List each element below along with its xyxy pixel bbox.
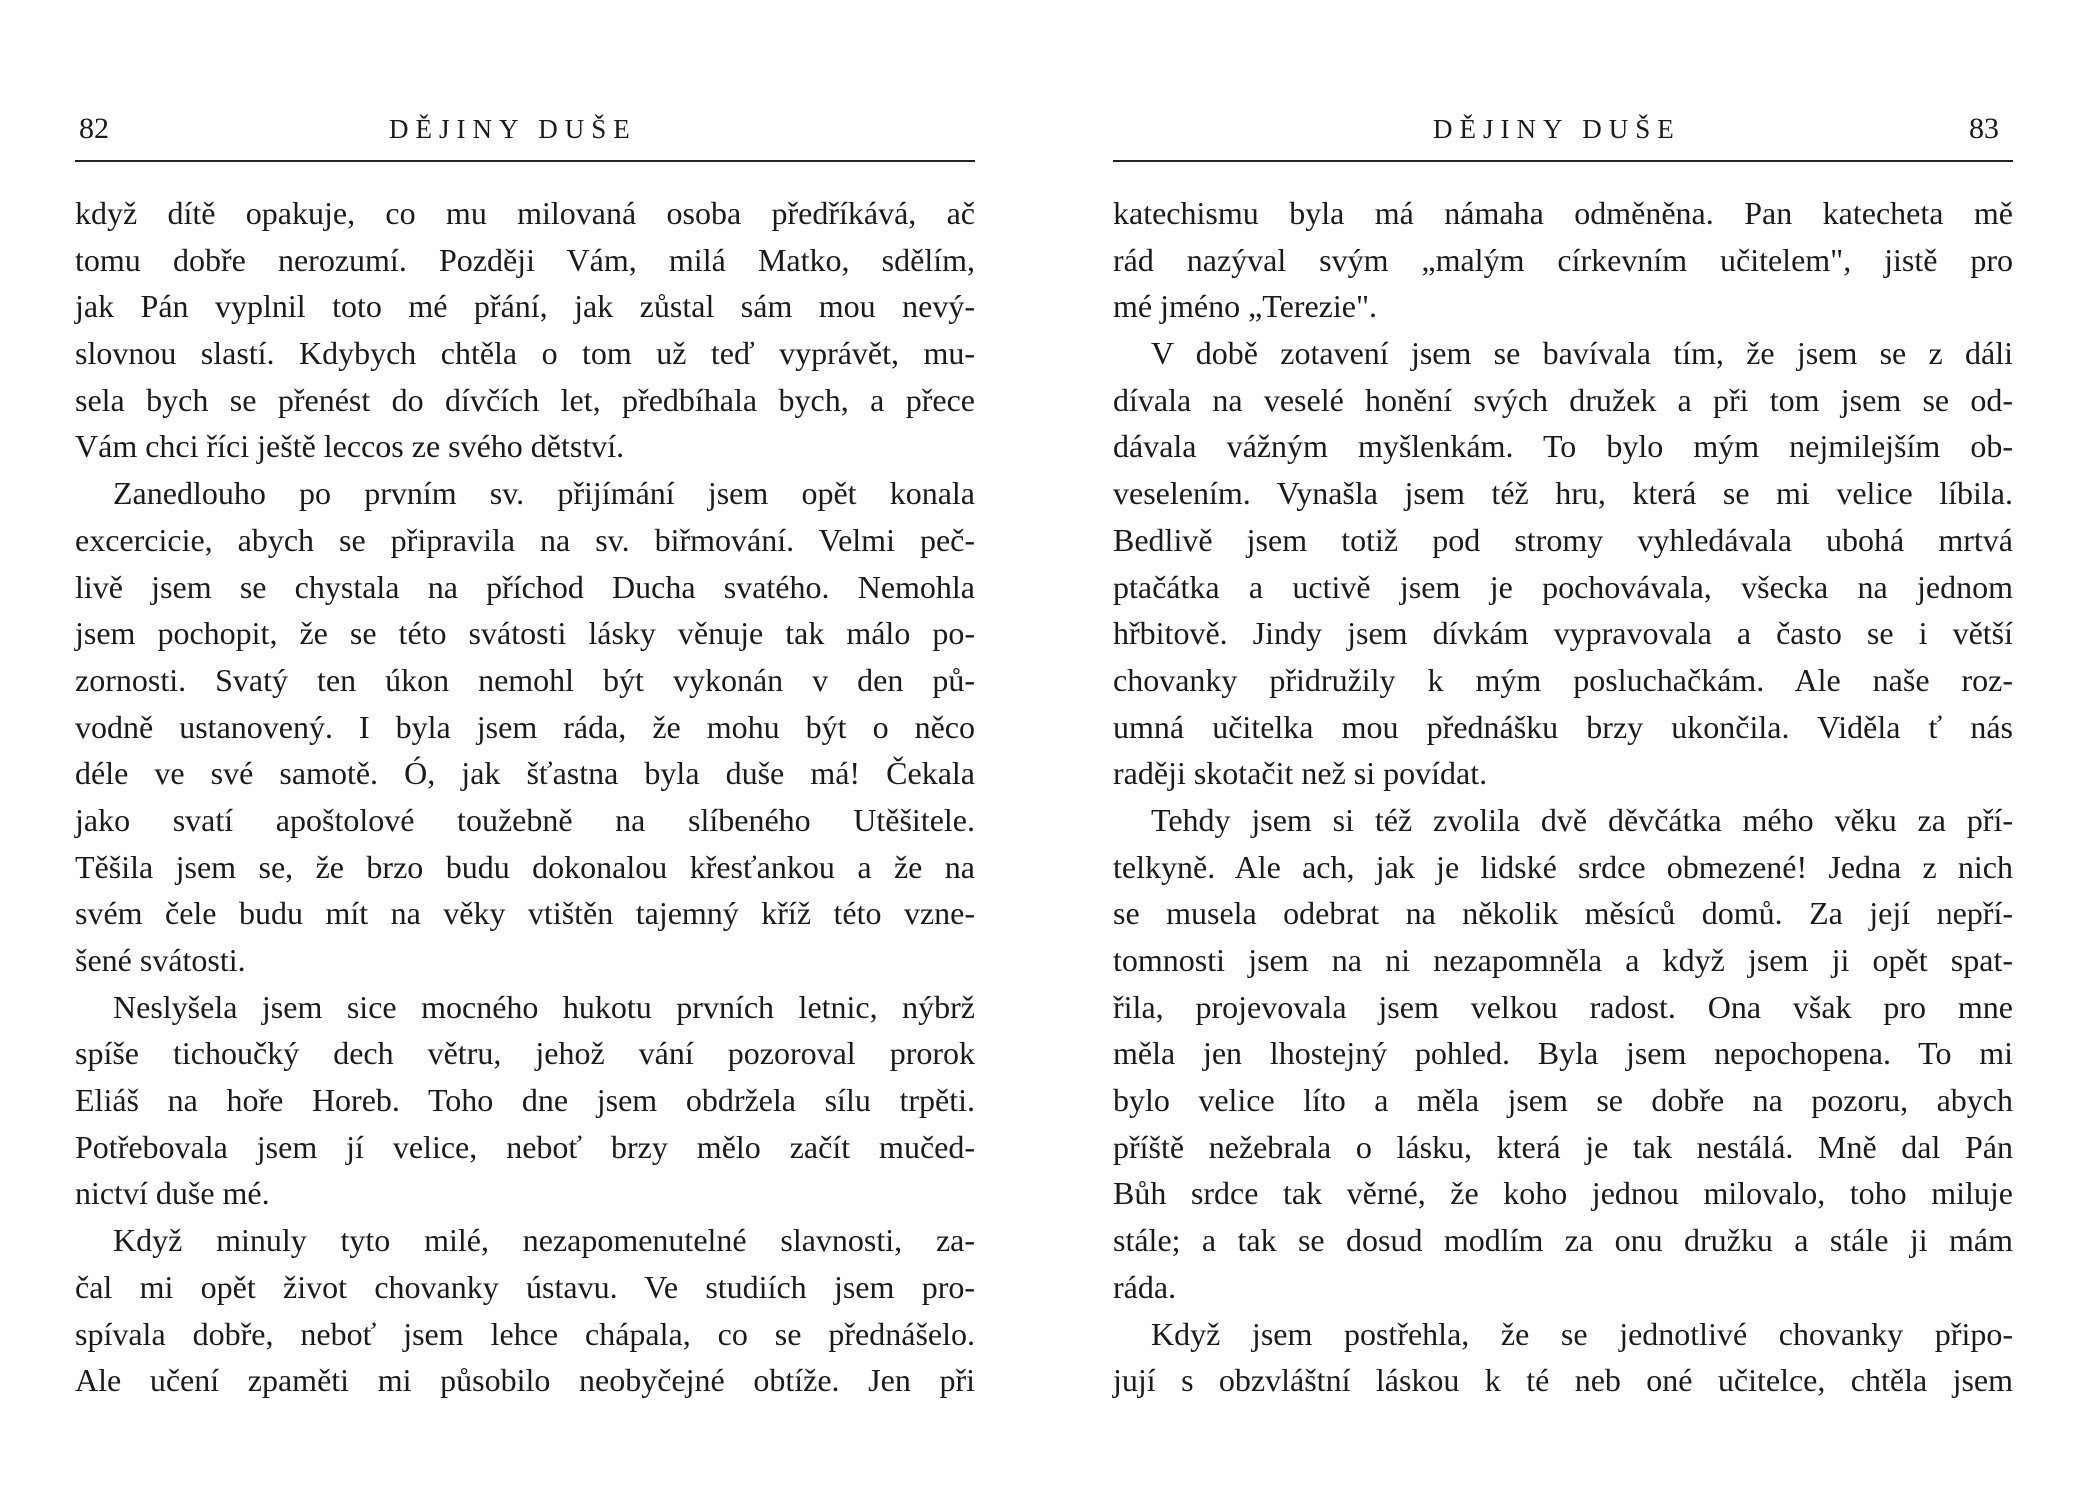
text-line: zornosti. Svatý ten úkon nemohl být vykonán v den pů- xyxy=(75,661,975,698)
text-line: raději skotačit než si povídat. xyxy=(1113,755,1488,792)
text-line: jují s obzvláštní láskou k té neb oné učitelce, chtěla jsem xyxy=(1113,1362,2013,1399)
text-line: ptačátka a uctivě jsem je pochovávala, všecka na jednom xyxy=(1113,568,2013,605)
text-line: telkyně. Ale ach, jak je lidské srdce obmezené! Jedna z nich xyxy=(1113,848,2013,885)
text-line: příště nežebrala o lásku, která je tak nestálá. Mně dal Pán xyxy=(1113,1128,2013,1165)
right-page xyxy=(1113,0,2013,1500)
text-line: katechismu byla má námaha odměněna. Pan katecheta mě xyxy=(1113,195,2013,231)
text-line: se musela odebrat na několik měsíců domů. Za její nepří- xyxy=(1113,895,2013,932)
text-line: když dítě opakuje, co mu milovaná osoba předříkává, ač xyxy=(75,195,975,231)
text-line: jako svatí apoštolové toužebně na slíbeného Utěšitele. xyxy=(75,801,975,838)
text-line: nictví duše mé. xyxy=(75,1175,270,1212)
text-line: Bedlivě jsem totiž pod stromy vyhledávala ubohá mrtvá xyxy=(1113,521,2013,558)
text-line: Ale učení zpaměti mi působilo neobyčejné obtíže. Jen při xyxy=(75,1362,975,1399)
text-line: jak Pán vyplnil toto mé přání, jak zůstal sám mou nevý- xyxy=(75,288,975,325)
text-line: V době zotavení jsem se bavívala tím, že jsem se z dáli xyxy=(1151,335,2013,372)
right-page-body xyxy=(1113,190,2013,1404)
text-line: šené svátosti. xyxy=(75,942,246,978)
text-line: rád nazýval svým „malým církevním učitelem", jistě pro xyxy=(1113,241,2013,278)
text-line: řila, projevovala jsem velkou radost. Ona však pro mne xyxy=(1113,988,2013,1025)
right-page-header xyxy=(1113,108,2013,148)
text-line: Neslyšela jsem sice mocného hukotu prvních letnic, nýbrž xyxy=(113,988,975,1025)
text-line: Když jsem postřehla, že se jednotlivé chovanky připo- xyxy=(1151,1315,2013,1352)
text-line: livě jsem se chystala na příchod Ducha svatého. Nemohla xyxy=(75,568,975,605)
text-line: Když minuly tyto milé, nezapomenutelné slavnosti, za- xyxy=(113,1222,975,1259)
text-line: tomnosti jsem na ni nezapomněla a když jsem ji opět spat- xyxy=(1113,942,2013,978)
text-line: veselením. Vynašla jsem též hru, která se mi velice líbila. xyxy=(1113,475,2013,512)
text-line: tomu dobře nerozumí. Později Vám, milá Matko, sdělím, xyxy=(75,241,975,278)
text-line: déle ve své samotě. Ó, jak šťastna byla duše má! Čekala xyxy=(75,755,975,792)
text-line: spíše tichoučký dech větru, jehož vání pozoroval prorok xyxy=(75,1035,975,1072)
text-line: hřbitově. Jindy jsem dívkám vypravovala a často se i větší xyxy=(1113,615,2013,652)
left-header-rule xyxy=(75,160,975,162)
text-line: Těšila jsem se, že brzo budu dokonalou křesťankou a že na xyxy=(75,848,975,885)
text-line: Potřebovala jsem jí velice, neboť brzy mělo začít mučed- xyxy=(75,1128,975,1165)
text-line: mé jméno „Terezie". xyxy=(1113,288,1378,325)
text-line: Zanedlouho po prvním sv. přijímání jsem opět konala xyxy=(113,475,975,512)
text-line: dávala vážným myšlenkám. To bylo mým nejmilejším ob- xyxy=(1113,428,2013,465)
text-line: slovnou slastí. Kdybych chtěla o tom už teď vyprávět, mu- xyxy=(75,335,975,372)
text-line: spívala dobře, neboť jsem lehce chápala, co se přednášelo. xyxy=(75,1315,975,1352)
text-line: čal mi opět život chovanky ústavu. Ve studiích jsem pro- xyxy=(75,1268,975,1305)
text-line: měla jen lhostejný pohled. Byla jsem nepochopena. To mi xyxy=(1113,1035,2013,1072)
left-page-number: 82 xyxy=(79,112,109,145)
text-line: dívala na veselé honění svých družek a při tom jsem se od- xyxy=(1113,381,2013,418)
right-running-title: DĚJINY DUŠE xyxy=(1433,114,1681,144)
left-running-title: DĚJINY DUŠE xyxy=(389,114,637,144)
text-line: stále; a tak se dosud modlím za onu družku a stále ji mám xyxy=(1113,1222,2013,1259)
text-line: vodně ustanovený. I byla jsem ráda, že mohu být o něco xyxy=(75,708,975,745)
text-line: sela bych se přenést do dívčích let, předbíhala bych, a přece xyxy=(75,381,975,418)
text-line: Vám chci říci ještě leccos ze svého dětství. xyxy=(75,428,625,465)
text-line: ráda. xyxy=(1113,1268,1177,1305)
text-line: svém čele budu mít na věky vtištěn tajemný kříž této vzne- xyxy=(75,895,975,932)
text-line: Bůh srdce tak věrné, že koho jednou milovalo, toho miluje xyxy=(1113,1175,2013,1212)
text-line: umná učitelka mou přednášku brzy ukončila. Viděla ť nás xyxy=(1113,708,2013,745)
text-line: bylo velice líto a měla jsem se dobře na pozoru, abych xyxy=(1113,1082,2013,1119)
left-page-body xyxy=(75,190,975,1404)
text-line: Tehdy jsem si též zvolila dvě děvčátka mého věku za pří- xyxy=(1151,801,2013,838)
right-page-number: 83 xyxy=(1969,112,1999,145)
text-line: jsem pochopit, že se této svátosti lásky věnuje tak málo po- xyxy=(75,615,975,652)
text-line: excercicie, abych se připravila na sv. biřmování. Velmi peč- xyxy=(75,521,975,558)
left-page-header xyxy=(75,108,975,148)
text-line: Eliáš na hoře Horeb. Toho dne jsem obdržela sílu trpěti. xyxy=(75,1082,975,1119)
right-header-rule xyxy=(1113,160,2013,162)
text-line: chovanky přidružily k mým posluchačkám. Ale naše roz- xyxy=(1113,661,2013,698)
left-page xyxy=(75,0,975,1500)
